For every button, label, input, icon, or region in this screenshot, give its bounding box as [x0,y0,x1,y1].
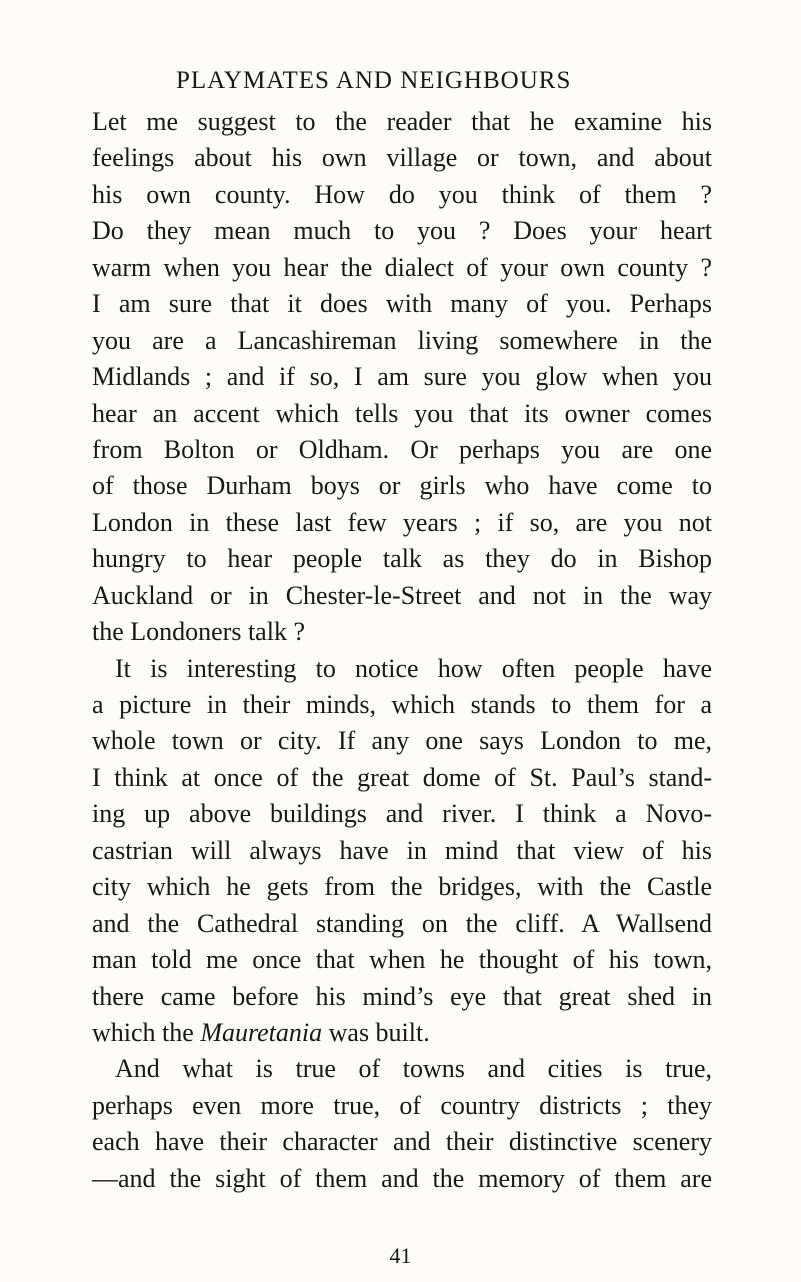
text-line: warm when you hear the dialect of your own county ? [92,252,712,282]
text-line: Let me suggest to the reader that he examine his [92,107,712,136]
ship-name: Mauretania [200,1017,323,1047]
body-text [92,104,712,1197]
text-line: I think at once of the great dome of St. Paul’s stand- [92,762,712,792]
text-line: Do they mean much to you ? Does your heart [92,216,712,246]
page-number: 41 [389,1243,412,1268]
text-line: hungry to hear people talk as they do in Bishop [92,544,712,574]
running-head: PLAYMATES AND NEIGHBOURS [176,67,572,94]
text-line: from Bolton or Oldham. Or perhaps you are one [92,434,712,464]
text-line: Auckland or in Chester-le-Street and not in the way [92,580,712,610]
text-line: perhaps even more true, of country districts ; they [92,1090,712,1120]
text-line: each have their character and their distinctive scenery [92,1127,712,1157]
text-line: man told me once that when he thought of his town, [92,945,712,975]
text-line: of those Durham boys or girls who have come to [92,471,712,501]
text-line: you are a Lancashireman living somewhere in the [92,325,712,355]
text-line: a picture in their minds, which stands to them for a [92,690,712,719]
text-line: —and the sight of them and the memory of them are [92,1163,712,1193]
text-line: ing up above buildings and river. I think a Novo- [92,799,712,829]
text-line: It is interesting to notice how often people have [115,653,712,683]
text-line: I am sure that it does with many of you. Perhaps [92,289,712,319]
text-line: castrian will always have in mind that view of his [92,835,712,865]
text-line: London in these last few years ; if so, are you not [92,507,712,537]
text-line: and the Cathedral standing on the cliff. A Wallsend [92,908,712,938]
text-line: And what is true of towns and cities is true, [115,1054,712,1084]
text-line: his own county. How do you think of them ? [92,179,712,209]
text-line: the Londoners talk ? [92,617,305,647]
text-line: hear an accent which tells you that its owner comes [92,398,712,428]
text-line [92,1015,712,1051]
text-line: feelings about his own village or town, and about [92,143,712,173]
text-line: whole town or city. If any one says London to me, [92,726,712,756]
text-line: Midlands ; and if so, I am sure you glow when you [92,362,712,392]
text-line: city which he gets from the bridges, with the Castle [92,872,712,902]
text-run: was built. [322,1017,430,1047]
text-line: there came before his mind’s eye that great shed in [92,981,712,1011]
text-run: which the [92,1017,201,1047]
